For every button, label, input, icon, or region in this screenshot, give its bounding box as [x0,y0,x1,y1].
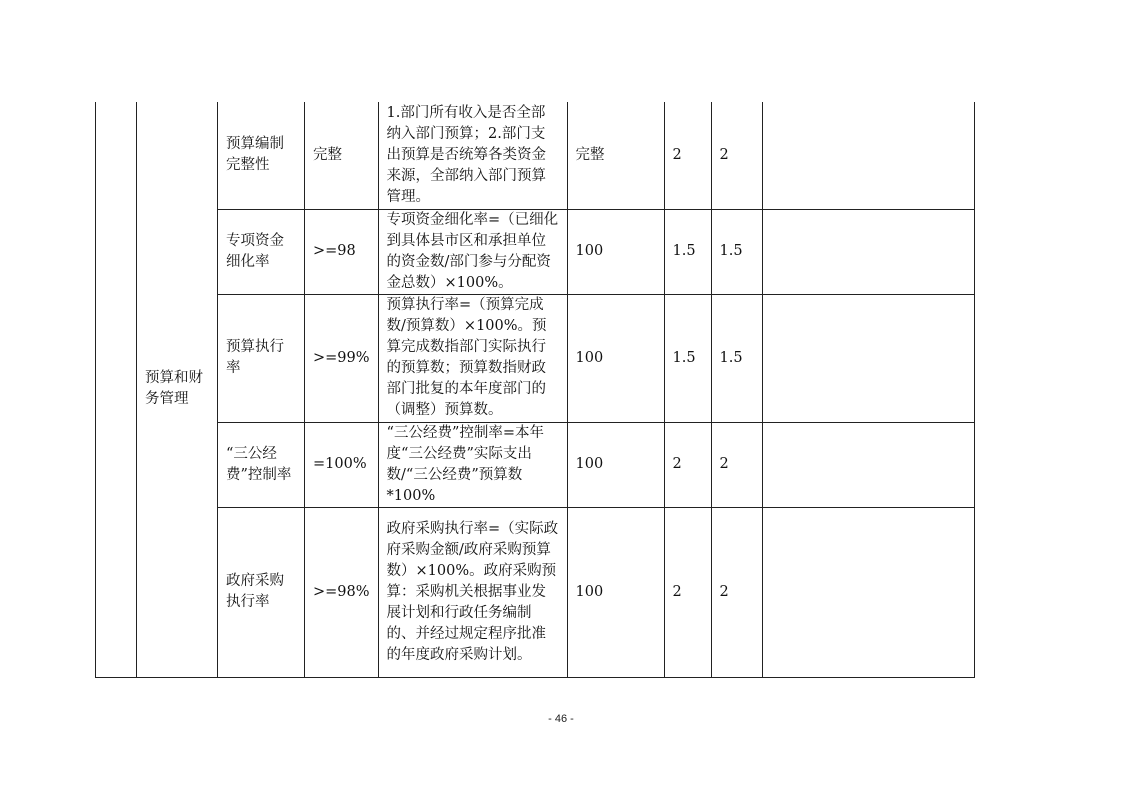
weight-cell: 1.5 [664,209,711,294]
note-cell [762,507,974,677]
target-cell: >=99% [305,294,379,422]
standard-cell: “三公经费”控制率=本年度“三公经费”实际支出数/“三公经费”预算数*100% [378,422,567,507]
note-cell [762,294,974,422]
weight-cell: 2 [664,507,711,677]
table-row [96,209,975,294]
target-cell: >=98% [305,507,379,677]
actual-cell: 100 [567,209,664,294]
page-number: - 46 - [548,713,574,725]
standard-cell: 政府采购执行率=（实际政府采购金额/政府采购预算数）×100%。政府采购预算：采购机关根据事业发展计划和行政任务编制的、并经过规定程序批准的年度政府采购计划。 [378,507,567,677]
actual-cell: 100 [567,294,664,422]
indicator-cell: 预算编制完整性 [218,102,305,209]
target-cell: >=98 [305,209,379,294]
score-cell: 2 [711,422,762,507]
table-row [96,102,975,209]
note-cell [762,422,974,507]
note-cell [762,209,974,294]
indicator-cell: “三公经费”控制率 [218,422,305,507]
indicator-cell: 政府采购执行率 [218,507,305,677]
table-row [96,507,975,677]
target-cell: 完整 [305,102,379,209]
actual-cell: 100 [567,507,664,677]
score-cell: 1.5 [711,209,762,294]
weight-cell: 2 [664,102,711,209]
blank-first-level-cell [96,102,137,677]
actual-cell: 完整 [567,102,664,209]
score-cell: 1.5 [711,294,762,422]
performance-table [95,102,975,678]
standard-cell: 预算执行率=（预算完成数/预算数）×100%。预算完成数指部门实际执行的预算数；预算数指财政部门批复的本年度部门的（调整）预算数。 [378,294,567,422]
table-row [96,422,975,507]
standard-cell: 专项资金细化率=（已细化到具体县市区和承担单位的资金数/部门参与分配资金总数）×100%。 [378,209,567,294]
indicator-cell: 专项资金细化率 [218,209,305,294]
weight-cell: 1.5 [664,294,711,422]
score-cell: 2 [711,507,762,677]
indicator-cell: 预算执行率 [218,294,305,422]
score-cell: 2 [711,102,762,209]
table-row [96,294,975,422]
standard-cell: 1.部门所有收入是否全部纳入部门预算；2.部门支出预算是否统筹各类资金来源，全部纳入部门预算管理。 [378,102,567,209]
weight-cell: 2 [664,422,711,507]
target-cell: =100% [305,422,379,507]
actual-cell: 100 [567,422,664,507]
category-cell: 预算和财务管理 [137,102,218,677]
note-cell [762,102,974,209]
